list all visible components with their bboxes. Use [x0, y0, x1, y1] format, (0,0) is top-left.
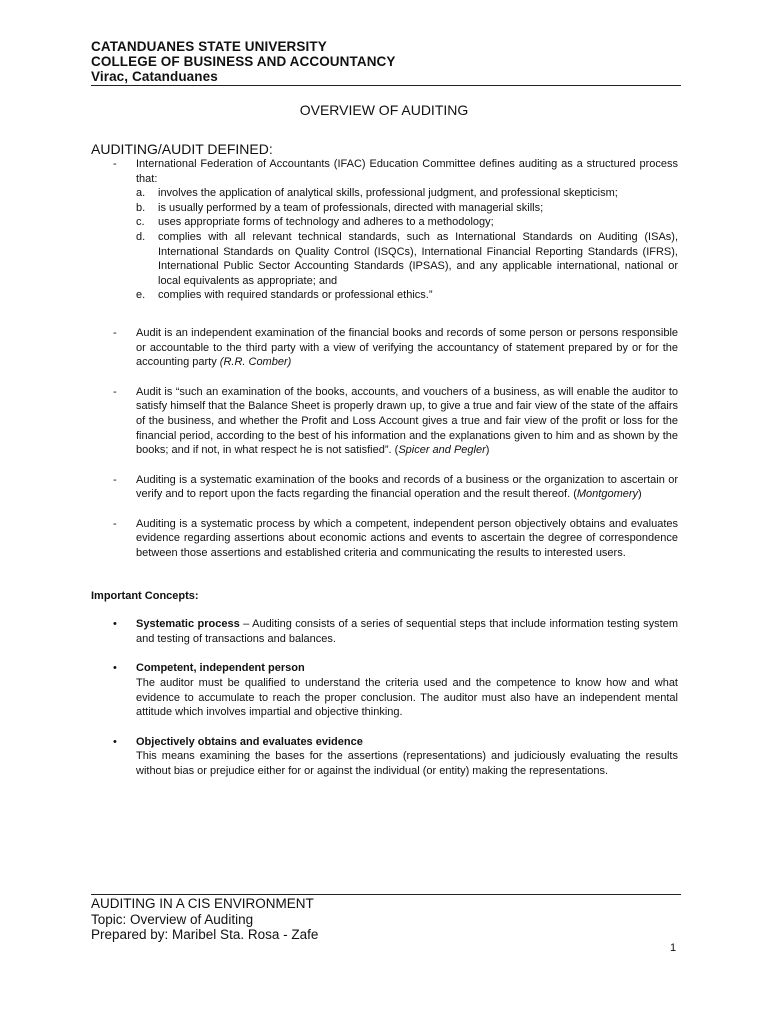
document-header: [91, 39, 681, 84]
definition-item: [91, 517, 678, 561]
concept-item: [91, 661, 678, 719]
sub-item-marker: b.: [136, 201, 146, 214]
sub-item-text: involves the application of analytical skills, professional judgment, and professional skepticism;: [158, 187, 618, 200]
sub-item: [136, 215, 678, 230]
concept-item: [91, 735, 678, 779]
dash-marker: -: [113, 385, 117, 398]
dash-marker: -: [113, 326, 117, 339]
document-body: [91, 157, 678, 779]
footer-divider: [91, 894, 681, 895]
footer-prepared-by: Prepared by: Maribel Sta. Rosa - Zafe: [91, 927, 319, 942]
definition-tail: ): [485, 444, 490, 457]
dash-marker: -: [113, 517, 117, 530]
concepts-heading: Important Concepts:: [91, 589, 199, 602]
concept-title: Competent, independent person: [136, 662, 305, 675]
dash-marker: -: [113, 473, 117, 486]
definition-item: [91, 326, 678, 370]
definition-item: [91, 473, 678, 502]
definition-source: (R.R. Comber): [219, 356, 292, 369]
bullet-marker: •: [113, 735, 117, 748]
definition-item: [91, 385, 678, 458]
concept-text: The auditor must be qualified to understand the criteria used and the competence to know how and what evidence to accumulate to reach the proper conclusion. The auditor must also have an independent mental attitude which involves impartial and objective thinking.: [136, 677, 678, 719]
concept-text: This means examining the bases for the assertions (representations) and judiciously evaluating the results without bias or prejudice either for or against the individual (or entity) making the representations.: [136, 750, 678, 777]
definition-tail: ): [638, 488, 642, 501]
section-heading: AUDITING/AUDIT DEFINED:: [91, 141, 273, 157]
sub-item-text: is usually performed by a team of professionals, directed with managerial skills;: [158, 201, 544, 214]
dash-marker: -: [113, 158, 117, 170]
definition-text: Audit is “such an examination of the books, accounts, and vouchers of a business, as will enable the auditor to satisfy himself that the Balance Sheet is properly drawn up, to give a true and fair view of the state of the affairs of the business, and whether the Profit and Loss Account gives a true and fair view of the profit or loss for the financial period, according to the best of his information and the explanations given to him and as shown by the books; and if not, in what respect he is not satisfied”. (: [136, 385, 678, 457]
sub-item: [136, 186, 678, 201]
definition-source: Spicer and Pegler: [398, 444, 486, 457]
sub-item: [136, 230, 678, 288]
sub-item-marker: e.: [136, 289, 146, 302]
university-name: CATANDUANES STATE UNIVERSITY: [91, 39, 327, 54]
sub-item: [136, 201, 678, 216]
sub-item-marker: d.: [136, 230, 146, 243]
definition-item: [91, 157, 678, 303]
definition-text: Auditing is a systematic process by which a competent, independent person objectively obtains and evaluates evidence regarding assertions about economic actions and events to ascertain the degree of correspondence between those assertions and established criteria and communicating the results to interested users.: [136, 517, 678, 560]
concept-text: – Auditing consists of a series of sequential steps that include information testing system and testing of transactions and balances.: [136, 618, 678, 645]
page-title: OVERVIEW OF AUDITING: [299, 102, 469, 118]
sub-item-text: complies with required standards or professional ethics.”: [158, 289, 433, 302]
page-number: 1: [670, 942, 677, 954]
definition-text: International Federation of Accountants (IFAC) Education Committee defines auditing as a structured process that:: [136, 158, 678, 185]
document-footer: [91, 896, 318, 943]
sub-item-marker: c.: [136, 216, 145, 229]
sub-item-text: complies with all relevant technical standards, such as International Standards on Auditing (ISAs), International Standards on Quality Control (ISQCs), International Financial Reporting Standards (IFRS), International Public Sector Accounting Standards (IPSAS), and any applicable international, national or local equivalents as appropriate; and: [158, 230, 678, 287]
sub-item-marker: a.: [136, 187, 146, 200]
concept-title: Objectively obtains and evaluates evidence: [136, 735, 363, 748]
bullet-marker: •: [113, 618, 117, 631]
footer-topic: Topic: Overview of Auditing: [91, 911, 254, 927]
header-divider: [91, 85, 681, 86]
location: Virac, Catanduanes: [91, 69, 218, 84]
sub-item-text: uses appropriate forms of technology and adheres to a methodology;: [158, 216, 494, 229]
concept-title: Systematic process: [136, 618, 240, 631]
footer-course: AUDITING IN A CIS ENVIRONMENT: [91, 896, 314, 911]
definition-text: Audit is an independent examination of the financial books and records of some person or persons responsible or accountable to the third party with a view of verifying the accountancy of statement prepared by or for the accounting party: [136, 326, 678, 369]
sub-item: [136, 288, 678, 303]
bullet-marker: •: [113, 662, 117, 675]
definition-text: Auditing is a systematic examination of the books and records of a business or the organization to ascertain or verify and to report upon the facts regarding the financial operation and the result thereof. (: [136, 473, 678, 501]
college-name: COLLEGE OF BUSINESS AND ACCOUNTANCY: [91, 54, 396, 69]
definition-source: Montgomery: [576, 488, 639, 501]
concept-item: [91, 617, 678, 646]
